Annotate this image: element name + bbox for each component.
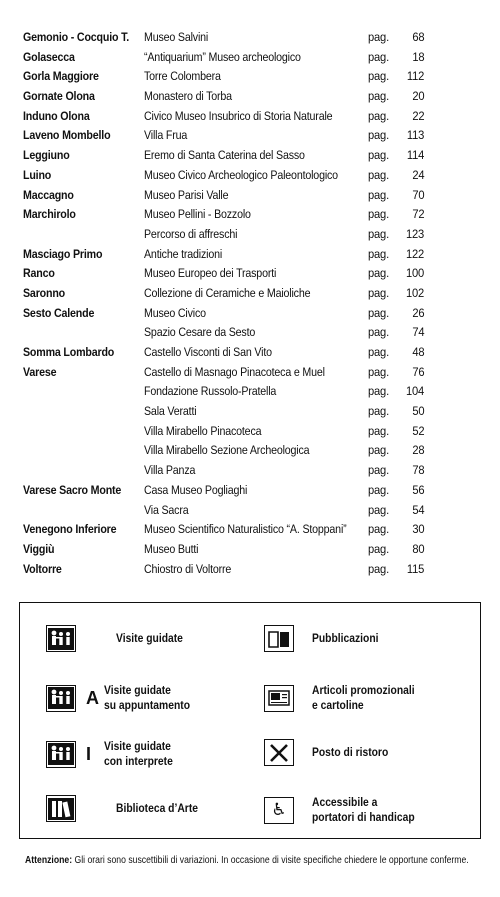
- page-number: 78: [411, 463, 424, 478]
- note-lead: Attenzione:: [25, 855, 73, 866]
- index-row: [0, 205, 500, 225]
- page-number: 22: [411, 108, 424, 123]
- museum-name: Fondazione Russolo-Pratella: [144, 384, 277, 399]
- place-name: Laveno Mombello: [23, 128, 111, 143]
- legend-publications: [264, 625, 389, 652]
- books-icon: [46, 795, 76, 822]
- place-name: Varese Sacro Monte: [23, 482, 122, 497]
- page-abbrev: pag.: [368, 30, 389, 44]
- index-row: [0, 284, 500, 304]
- legend-guided-appointment: [46, 683, 204, 713]
- place-name: Luino: [23, 167, 52, 182]
- note-text: Gli orari sono suscettibili di variazioni. In occasione di visite specifiche chiedere le opportune conferme.: [72, 855, 469, 866]
- legend-guided-interpreter: [46, 739, 184, 769]
- page-abbrev: pag.: [368, 541, 389, 556]
- page-number: 115: [406, 561, 424, 576]
- museum-name: Villa Mirabello Pinacoteca: [144, 423, 262, 438]
- wheelchair-icon: ♿: [264, 797, 294, 824]
- page-abbrev: pag.: [368, 345, 389, 359]
- museum-name: Monastero di Torba: [144, 89, 232, 104]
- page-number: 80: [411, 541, 424, 556]
- museum-name: Museo Civico Archeologico Paleontologico: [144, 167, 338, 182]
- page-abbrev: pag.: [368, 148, 389, 163]
- legend-label: Visite guidate con interprete: [104, 739, 173, 768]
- museum-name: Museo Salvini: [144, 30, 209, 44]
- place-name: Maccagno: [23, 187, 74, 202]
- museum-name: Chiostro di Voltorre: [144, 561, 232, 576]
- place-name: Gornate Olona: [23, 89, 95, 104]
- legend-label: Visite guidate: [116, 631, 183, 645]
- page-abbrev: pag.: [368, 89, 389, 104]
- page-abbrev: pag.: [368, 482, 389, 497]
- museum-name: Casa Museo Pogliaghi: [144, 482, 248, 497]
- index-row: [0, 304, 500, 324]
- index-row: [0, 48, 500, 68]
- page-abbrev: pag.: [368, 502, 389, 517]
- place-name: Somma Lombardo: [23, 345, 115, 359]
- page-number: 52: [411, 423, 424, 438]
- page-number: 72: [411, 207, 424, 222]
- warning-note: [25, 855, 469, 866]
- legend-guided-tours: [46, 625, 194, 652]
- open-book-icon: [264, 625, 294, 652]
- index-row: [0, 343, 500, 363]
- index-row: [0, 245, 500, 265]
- page-abbrev: pag.: [368, 246, 389, 261]
- index-row: [0, 402, 500, 422]
- page-abbrev: pag.: [368, 266, 389, 281]
- museum-name: “Antiquarium” Museo archeologico: [144, 49, 301, 64]
- museum-name: Eremo di Santa Caterina del Sasso: [144, 148, 305, 163]
- fork-knife-icon: [264, 739, 294, 766]
- legend-box: [19, 602, 481, 839]
- page-number: 104: [405, 384, 424, 399]
- page-abbrev: pag.: [368, 404, 389, 419]
- index-row: [0, 560, 500, 580]
- index-row: [0, 323, 500, 343]
- page-number: 30: [411, 522, 424, 537]
- page-number: 100: [405, 266, 424, 281]
- index-row: [0, 225, 500, 245]
- index-row: [0, 264, 500, 284]
- place-name: Saronno: [23, 285, 66, 300]
- page-abbrev: pag.: [368, 423, 389, 438]
- page-number: 113: [406, 128, 424, 143]
- page-number: 112: [406, 69, 424, 84]
- museum-name: Castello Visconti di San Vito: [144, 345, 272, 359]
- index-row: [0, 501, 500, 521]
- museum-name: Museo Europeo dei Trasporti: [144, 266, 277, 281]
- place-name: Leggiuno: [23, 148, 70, 163]
- postcard-icon: [264, 685, 294, 712]
- page-abbrev: pag.: [368, 463, 389, 478]
- museum-name: Civico Museo Insubrico di Storia Naturale: [144, 108, 333, 123]
- museum-name: Villa Mirabello Sezione Archeologica: [144, 443, 310, 458]
- museum-name: Torre Colombera: [144, 69, 221, 84]
- page-abbrev: pag.: [368, 69, 389, 84]
- legend-letter: I: [86, 743, 92, 764]
- index-row: [0, 166, 500, 186]
- index-row: [0, 67, 500, 87]
- place-name: Gemonio - Cocquio T.: [23, 30, 130, 44]
- museum-name: Antiche tradizioni: [144, 246, 223, 261]
- index-row: [0, 28, 500, 48]
- place-name: Voltorre: [23, 561, 62, 576]
- museum-name: Museo Parisi Valle: [144, 187, 229, 202]
- page-number: 56: [411, 482, 424, 497]
- page-number: 102: [405, 285, 424, 300]
- page-number: 18: [411, 49, 424, 64]
- place-name: Venegono Inferiore: [23, 522, 117, 537]
- page-number: 122: [405, 246, 424, 261]
- legend-label: Posto di ristoro: [312, 745, 389, 759]
- page-number: 76: [411, 364, 424, 379]
- place-name: Varese: [23, 364, 57, 379]
- page-number: 70: [411, 187, 424, 202]
- page-number: 20: [411, 89, 424, 104]
- museum-name: Villa Panza: [144, 463, 196, 478]
- page-number: 26: [411, 305, 424, 320]
- index-row: [0, 441, 500, 461]
- museum-name: Spazio Cesare da Sesto: [144, 325, 256, 340]
- legend-label: Biblioteca d’Arte: [116, 801, 199, 815]
- page-abbrev: pag.: [368, 384, 389, 399]
- museum-index: [0, 28, 500, 579]
- index-row: [0, 186, 500, 206]
- page-abbrev: pag.: [368, 364, 389, 379]
- museum-name: Collezione di Ceramiche e Maioliche: [144, 285, 311, 300]
- page-abbrev: pag.: [368, 167, 389, 182]
- index-row: [0, 540, 500, 560]
- legend-label: Visite guidate su appuntamento: [104, 683, 191, 712]
- page-abbrev: pag.: [368, 207, 389, 222]
- page-abbrev: pag.: [368, 226, 389, 241]
- legend-accessible: [264, 795, 431, 825]
- guided-tour-icon: [46, 741, 76, 768]
- place-name: Ranco: [23, 266, 55, 281]
- museum-name: Percorso di affreschi: [144, 226, 238, 241]
- page-abbrev: pag.: [368, 285, 389, 300]
- page-abbrev: pag.: [368, 49, 389, 64]
- museum-name: Museo Scientifico Naturalistico “A. Stoppani”: [144, 522, 347, 537]
- page-number: 68: [411, 30, 424, 44]
- page-abbrev: pag.: [368, 128, 389, 143]
- legend-label: Pubblicazioni: [312, 631, 379, 645]
- page-number: 50: [411, 404, 424, 419]
- place-name: Viggiù: [23, 541, 55, 556]
- page-number: 54: [411, 502, 424, 517]
- guided-tour-icon: [46, 685, 76, 712]
- index-row: [0, 481, 500, 501]
- museum-name: Sala Veratti: [144, 404, 197, 419]
- page-abbrev: pag.: [368, 443, 389, 458]
- place-name: Golasecca: [23, 49, 75, 64]
- index-row: [0, 87, 500, 107]
- page-abbrev: pag.: [368, 305, 389, 320]
- legend-art-library: [46, 795, 211, 822]
- legend-promotional-items: [264, 683, 431, 713]
- index-row: [0, 520, 500, 540]
- index-row: [0, 146, 500, 166]
- index-row: [0, 126, 500, 146]
- museum-name: Museo Pellini - Bozzolo: [144, 207, 251, 222]
- page-abbrev: pag.: [368, 187, 389, 202]
- legend-label: Accessibile a portatori di handicap: [312, 795, 415, 824]
- page-number: 28: [411, 443, 424, 458]
- place-name: Gorla Maggiore: [23, 69, 99, 84]
- index-row: [0, 422, 500, 442]
- place-name: Marchirolo: [23, 207, 76, 222]
- page-number: 114: [406, 148, 424, 163]
- place-name: Masciago Primo: [23, 246, 103, 261]
- page-number: 48: [411, 345, 424, 359]
- museum-name: Castello di Masnago Pinacoteca e Muel: [144, 364, 325, 379]
- guided-tour-icon: [46, 625, 76, 652]
- museum-name: Via Sacra: [144, 502, 189, 517]
- index-row: [0, 107, 500, 127]
- index-row: [0, 363, 500, 383]
- page-abbrev: pag.: [368, 561, 389, 576]
- place-name: Sesto Calende: [23, 305, 95, 320]
- legend-label: Articoli promozionali e cartoline: [312, 683, 415, 712]
- page-number: 123: [405, 226, 424, 241]
- place-name: Induno Olona: [23, 108, 90, 123]
- legend-letter: A: [86, 687, 99, 708]
- page-number: 74: [411, 325, 424, 340]
- index-row: [0, 382, 500, 402]
- museum-name: Villa Frua: [144, 128, 188, 143]
- museum-name: Museo Civico: [144, 305, 206, 320]
- page-abbrev: pag.: [368, 522, 389, 537]
- page-number: 24: [411, 167, 424, 182]
- page-abbrev: pag.: [368, 325, 389, 340]
- page-abbrev: pag.: [368, 108, 389, 123]
- index-row: [0, 461, 500, 481]
- museum-name: Museo Butti: [144, 541, 199, 556]
- legend-refreshment: [264, 739, 401, 766]
